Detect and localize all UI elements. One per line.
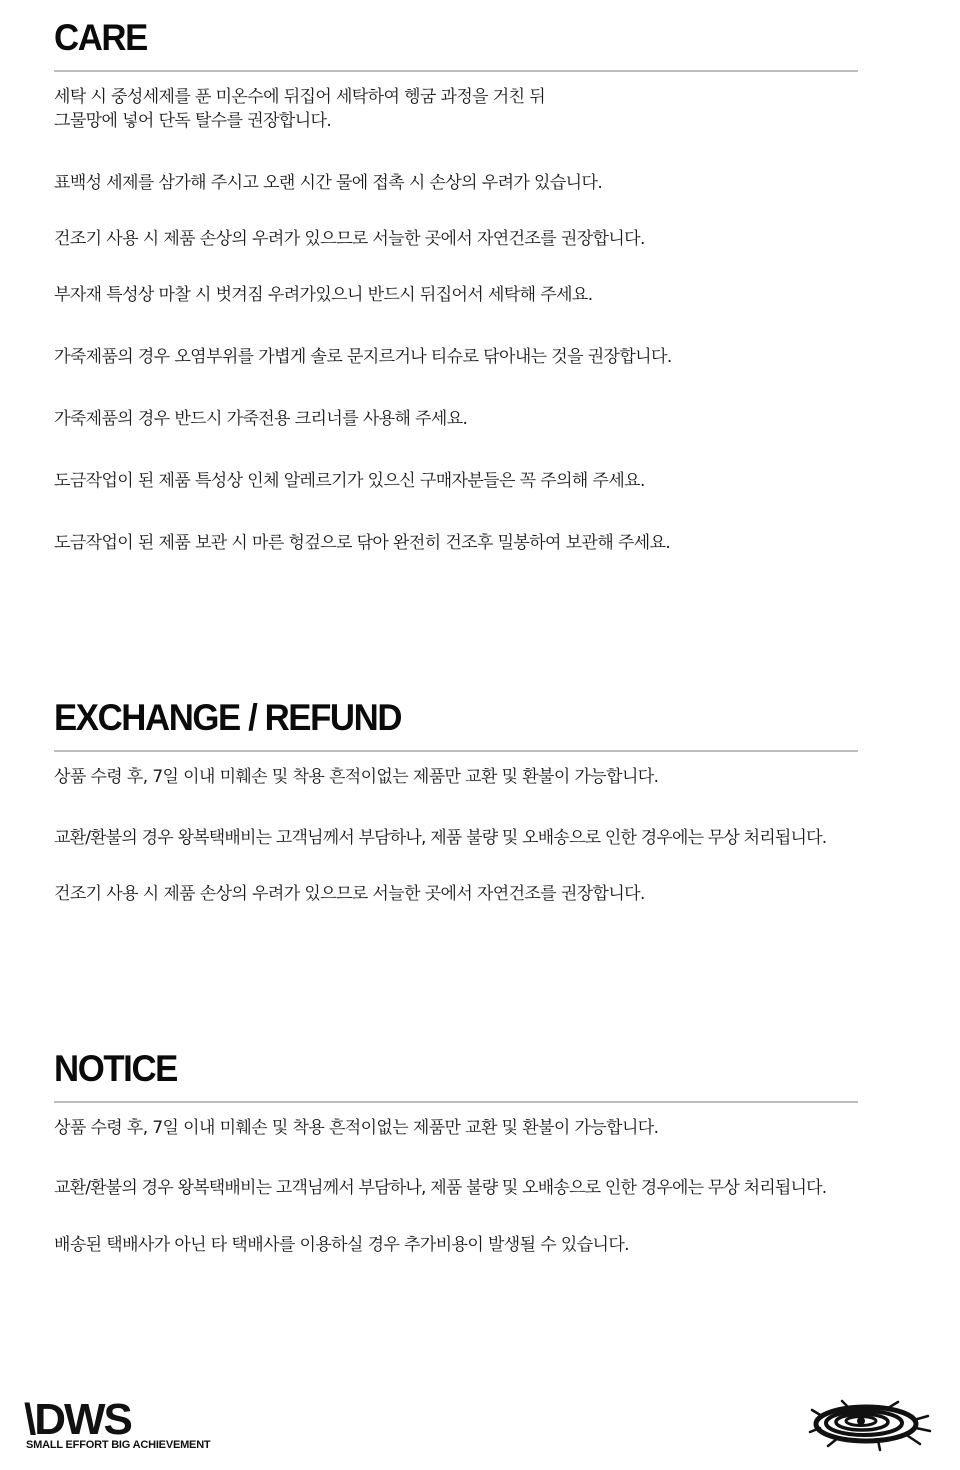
care-line: 부자재 특성상 마찰 시 벗겨짐 우려가있으니 반드시 뒤집어서 세탁해 주세요.: [54, 285, 593, 305]
care-line: 표백성 세제를 삼가해 주시고 오랜 시간 물에 접촉 시 손상의 우려가 있습니다.: [54, 173, 603, 193]
care-title: CARE: [54, 17, 147, 58]
care-line: 세탁 시 중성세제를 푼 미온수에 뒤집어 세탁하여 헹굼 과정을 거친 뒤: [54, 87, 546, 107]
care-divider: [54, 70, 858, 72]
care-line: 가죽제품의 경우 반드시 가죽전용 크리너를 사용해 주세요.: [54, 409, 468, 429]
exchange-refund-title: EXCHANGE / REFUND: [54, 697, 402, 738]
care-line: 도금작업이 된 제품 특성상 인체 알레르기가 있으신 구매자분들은 꼭 주의해 주세요.: [54, 471, 645, 491]
notice-title: NOTICE: [54, 1048, 177, 1089]
care-line: 가죽제품의 경우 오염부위를 가볍게 솔로 문지르거나 티슈로 닦아내는 것을 권장합니다.: [54, 347, 672, 367]
spiral-emblem-icon: [808, 1398, 932, 1454]
care-line: 건조기 사용 시 제품 손상의 우려가 있으므로 서늘한 곳에서 자연건조를 권장합니다.: [54, 229, 645, 249]
notice-line: 배송된 택배사가 아닌 타 택배사를 이용하실 경우 추가비용이 발생될 수 있습니다.: [54, 1235, 629, 1255]
exchange-line: 건조기 사용 시 제품 손상의 우려가 있으므로 서늘한 곳에서 자연건조를 권장합니다.: [54, 884, 645, 904]
exchange-line: 교환/환불의 경우 왕복택배비는 고객님께서 부담하나, 제품 불량 및 오배송으로 인한 경우에는 무상 처리됩니다.: [54, 828, 827, 848]
exchange-line: 상품 수령 후, 7일 이내 미훼손 및 착용 흔적이없는 제품만 교환 및 환불이 가능합니다.: [54, 767, 659, 787]
care-line: 그물망에 넣어 단독 탈수를 권장합니다.: [54, 111, 332, 131]
notice-line: 상품 수령 후, 7일 이내 미훼손 및 착용 흔적이없는 제품만 교환 및 환불이 가능합니다.: [54, 1118, 659, 1138]
brand-logo: [24, 1395, 264, 1454]
exchange-divider: [54, 750, 858, 752]
care-section: [54, 17, 858, 553]
brand-logo-wordmark: \DWS: [24, 1395, 131, 1444]
exchange-refund-section: [54, 697, 858, 904]
notice-line: 교환/환불의 경우 왕복택배비는 고객님께서 부담하나, 제품 불량 및 오배송으로 인한 경우에는 무상 처리됩니다.: [54, 1178, 827, 1198]
notice-divider: [54, 1101, 858, 1103]
notice-section: [54, 1048, 858, 1255]
brand-tagline: SMALL EFFORT BIG ACHIEVEMENT: [26, 1439, 211, 1451]
care-line: 도금작업이 된 제품 보관 시 마른 헝겊으로 닦아 완전히 건조후 밀봉하여 보관해 주세요.: [54, 533, 671, 553]
